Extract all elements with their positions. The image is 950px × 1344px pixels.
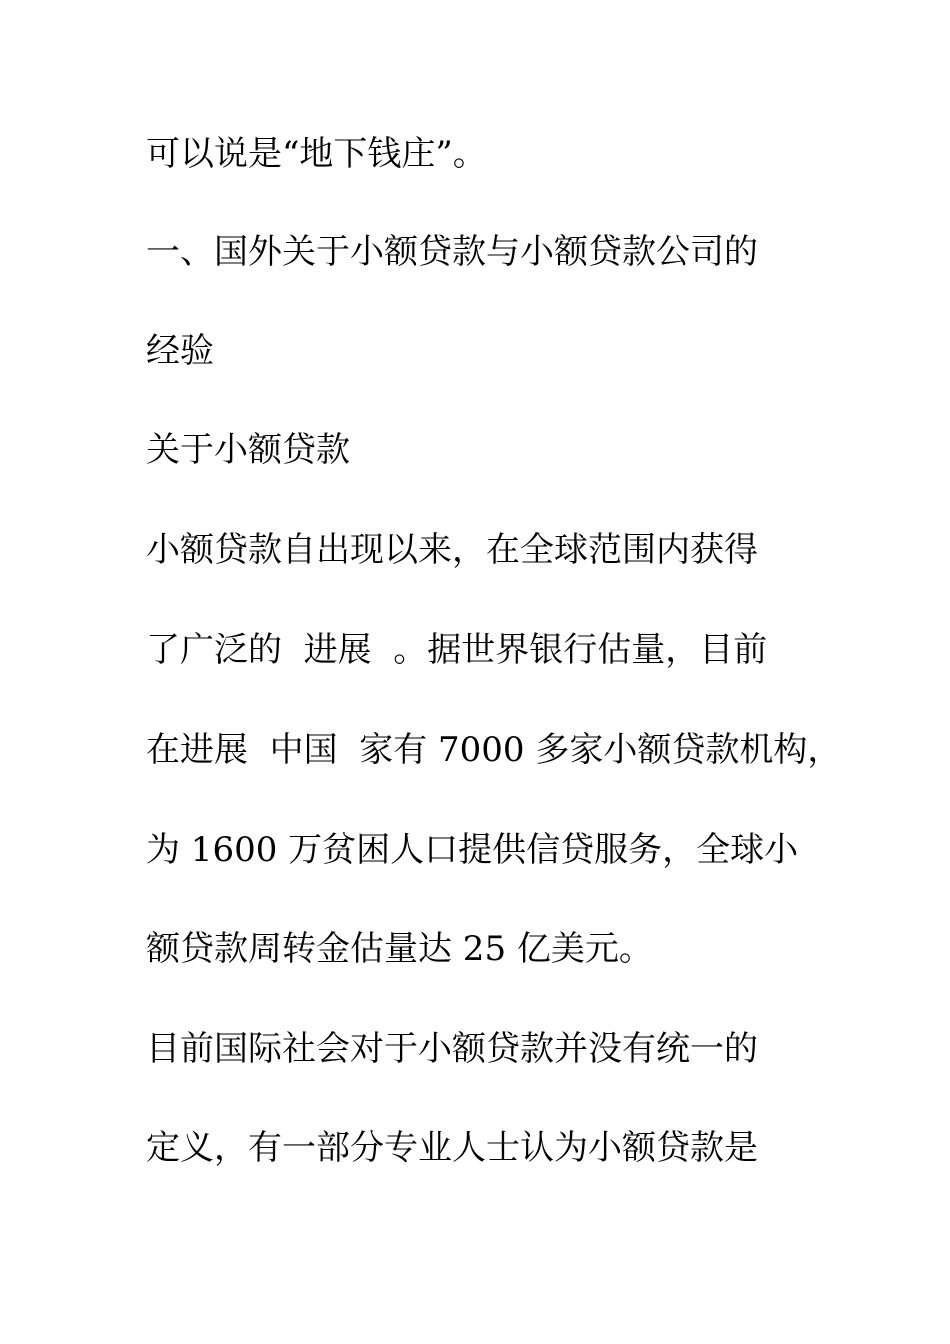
text-line: 可以说是“地下钱庄”。 [146,134,487,174]
subsection-heading: 关于小额贷款 [146,430,350,470]
section-heading-continued: 经验 [146,331,214,371]
text-line: 额贷款周转金估量达 25 亿美元。 [146,929,653,969]
section-heading: 一、国外关于小额贷款与小额贷款公司的 [146,232,758,272]
text-line: 目前国际社会对于小额贷款并没有统一的 [146,1029,758,1069]
text-line: 小额贷款自出现以来，在全球范围内获得 [146,530,758,570]
text-line: 了广泛的 进展 。据世界银行估量，目前 [146,630,768,670]
text-line: 为 1600 万贫困人口提供信贷服务，全球小 [146,830,799,870]
text-line: 在进展 中国 家有 7000 多家小额贷款机构， [146,730,842,770]
text-line: 定义，有一部分专业人士认为小额贷款是 [146,1128,758,1168]
